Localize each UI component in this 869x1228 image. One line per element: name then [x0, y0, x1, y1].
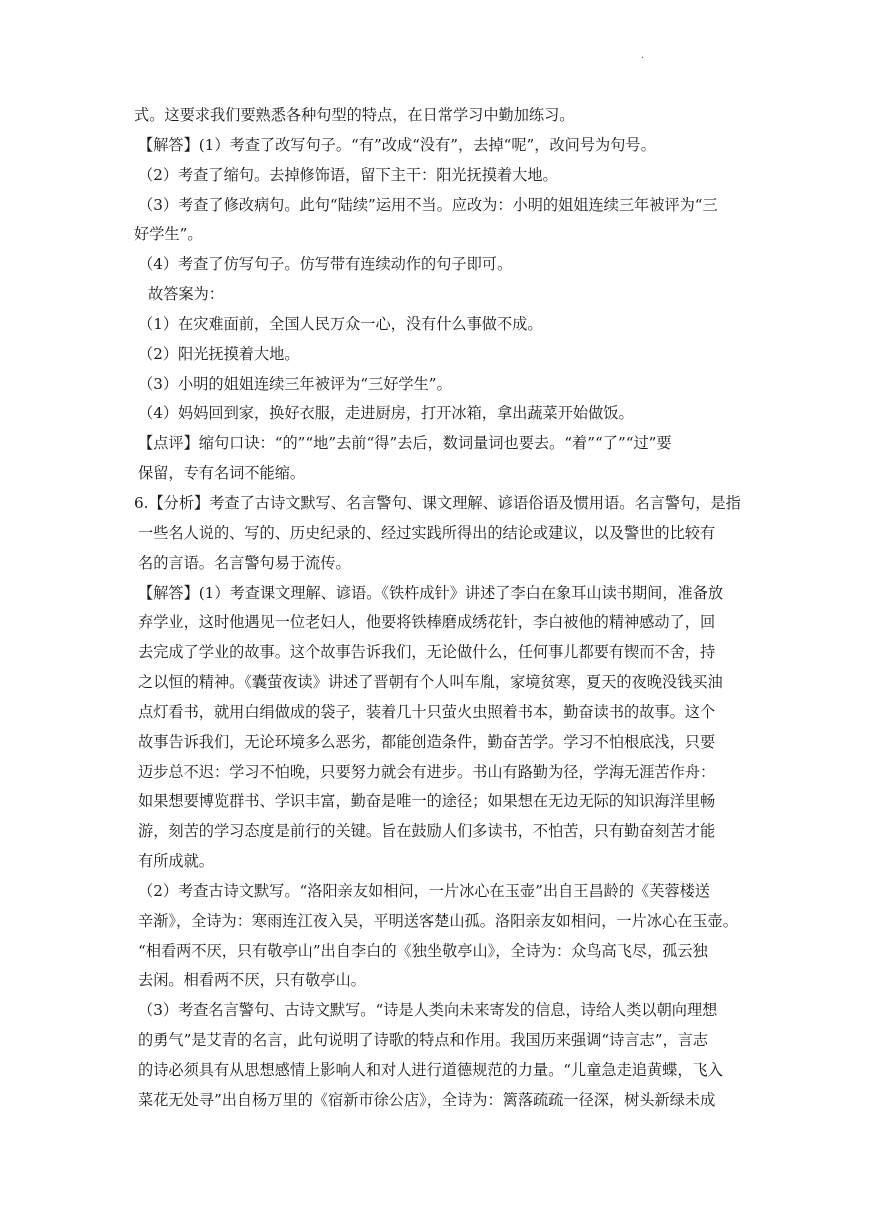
- text-line: （4）妈妈回到家，换好衣服，走进厨房，打开冰箱，拿出蔬菜开始做饭。: [138, 404, 634, 423]
- text-line: 一些名人说的、写的、历史纪录的、经过实践所得出的结论或建议，以及警世的比较有: [138, 523, 716, 542]
- text-line: 如果想要博览群书、学识丰富，勤奋是唯一的途径；如果想在无边无际的知识海洋里畅: [138, 792, 716, 811]
- text-line: 【解答】(1）考查课文理解、谚语。《铁杵成针》讲述了李白在象耳山读书期间，准备放: [138, 583, 724, 602]
- text-line: （1）在灾难面前，全国人民万众一心，没有什么事做不成。: [138, 314, 543, 333]
- text-line: 去完成了学业的故事。这个故事告诉我们，无论做什么，任何事儿都要有锲而不舍，持: [138, 643, 716, 662]
- text-line: （2）考查古诗文默写。“洛阳亲友如相问，一片冰心在玉壶”出自王昌龄的《芙蓉楼送: [138, 881, 710, 900]
- text-line: 名的言语。名言警句易于流传。: [138, 553, 351, 572]
- text-line: 好学生”。: [134, 225, 203, 244]
- text-line: 辛渐》，全诗为：寒雨连江夜入吴，平明送客楚山孤。洛阳亲友如相问，一片冰心在玉壶。: [138, 911, 738, 930]
- text-line: 迈步总不迟：学习不怕晚，只要努力就会有进步。书山有路勤为径，学海无涯苦作舟：: [138, 762, 716, 781]
- text-line: 故答案为：: [148, 285, 224, 304]
- text-line: 菜花无处寻”出自杨万里的《宿新市徐公店》，全诗为：篱落疏疏一径深，树头新绿未成: [138, 1090, 716, 1109]
- text-line: 保留，专有名词不能缩。: [138, 464, 306, 483]
- text-line: 【点评】缩句口诀：“的”“地”去前“得”去后，数词量词也要去。“着”“了”“过”要: [138, 434, 672, 453]
- text-line: （2）考查了缩句。去掉修饰语，留下主干：阳光抚摸着大地。: [138, 165, 558, 184]
- text-line: （3）考查了修改病句。此句“陆续”运用不当。应改为：小明的姐姐连续三年被评为“三: [138, 195, 718, 214]
- text-line: 有所成就。: [138, 852, 214, 871]
- text-line: （3）考查名言警句、古诗文默写。“诗是人类向未来寄发的信息，诗给人类以朝向理想: [138, 1001, 718, 1020]
- text-line: 故事告诉我们，无论环境多么恶劣，都能创造条件，勤奋苦学。学习不怕根底浅，只要: [138, 732, 716, 751]
- text-line: 【解答】(1）考查了改写句子。“有”改成“没有”，去掉“呢”，改问号为句号。: [138, 135, 656, 154]
- text-line: 之以恒的精神。《囊萤夜读》讲述了晋朝有个人叫车胤，家境贫寒，夏天的夜晚没钱买油: [138, 673, 723, 692]
- text-line: 去闲。相看两不厌，只有敬亭山。: [138, 971, 366, 990]
- answer-text-body: [134, 101, 741, 1116]
- text-line: 游，刻苦的学习态度是前行的关键。旨在鼓励人们多读书，不怕苦，只有勤奋刻苦才能: [138, 822, 716, 841]
- question-6-heading-line: 6.【分析】考查了古诗文默写、名言警句、课文理解、谚语俗语及惯用语。名言警句，是指: [134, 493, 741, 512]
- text-line: （3）小明的姐姐连续三年被评为“三好学生”。: [138, 374, 452, 393]
- text-line: 式。这要求我们要熟悉各种句型的特点，在日常学习中勤加练习。: [134, 106, 575, 124]
- text-line: 弃学业，这时他遇见一位老妇人，他要将铁棒磨成绣花针，李白被他的精神感动了，回: [138, 613, 716, 632]
- text-line: 的诗必须具有从思想感情上影响人和对人进行道德规范的力量。“儿童急走追黄蝶，飞入: [138, 1061, 723, 1079]
- page-corner-mark: ·: [641, 53, 645, 64]
- text-line: （4）考查了仿写句子。仿写带有连续动作的句子即可。: [138, 255, 513, 274]
- text-line: “相看两不厌，只有敬亭山”出自李白的《独坐敬亭山》，全诗为：众鸟高飞尽，孤云独: [138, 941, 708, 960]
- text-line: 的勇气”是艾青的名言，此句说明了诗歌的特点和作用。我国历来强调“诗言志”，言志: [138, 1031, 709, 1050]
- text-line: （2）阳光抚摸着大地。: [138, 344, 300, 363]
- text-line: 点灯看书，就用白绢做成的袋子，装着几十只萤火虫照着书本，勤奋读书的故事。这个: [138, 702, 716, 721]
